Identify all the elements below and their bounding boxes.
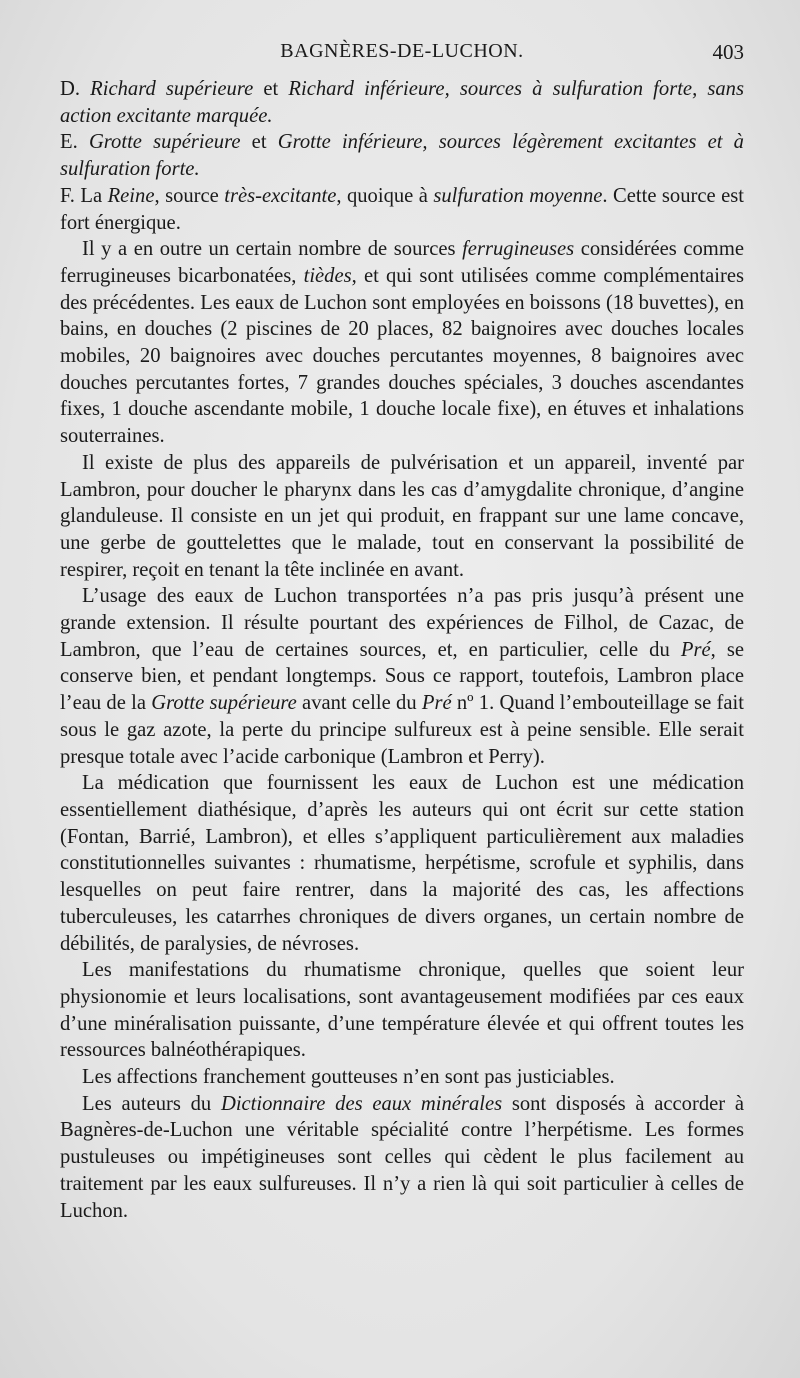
paragraph-pulverisation: Il existe de plus des appareils de pulvérisation et un appareil, inventé par Lambron, pour doucher le pharynx dans les cas d’amygdalite chronique, d’angine glanduleuse. Il consiste en un jet qui produit, en frappant sur une lame concave, une gerbe de gouttelettes que le malade, tout en conservant la possibilité de respirer, reçoit en tenant la tête inclinée en avant. — [60, 451, 744, 581]
paragraph-medication: La médication que fournissent les eaux de Luchon est une médication essentiellement diathésique, d’après les auteurs qui ont écrit sur cette station (Fontan, Barrié, Lambron), et elles s’appliquent particulièrement aux maladies constitutionnelles suivantes : rhumatisme, herpétisme, scrofule et syphilis, dans lesquelles on peut faire rentrer, dans la majorité des cas, les affections tuberculeuses, les catarrhes chroniques de divers organes, un certain nombre de débilités, de paralysies, de névroses. — [60, 772, 744, 955]
list-item-d: D. Richard supérieure et Richard inférieure, sources à sulfuration forte, sans action excitante marquée. — [60, 78, 744, 127]
paragraph-goutte: Les affections franchement goutteuses n’en sont pas justiciables. — [82, 1066, 615, 1089]
paragraph-rhumatisme: Les manifestations du rhumatisme chronique, quelles que soient leur physionomie et leurs localisations, sont avantageusement modifiées par ces eaux d’une minéralisation puissante, d’une température élevée et qui offrent toutes les ressources balnéothérapiques. — [60, 959, 744, 1062]
paragraph-ferrugineuses: Il y a en outre un certain nombre de sources ferrugineuses considérées comme ferrugineuses bicarbonatées, tièdes, et qui sont utilisées comme complémentaires des précédentes. Les eaux de Luchon sont employées en boissons (18 buvettes), en bains, en douches (2 piscines de 20 places, 82 baignoires avec douches locales mobiles, 20 baignoires avec douches percutantes moyennes, 8 baignoires avec douches percutantes fortes, 7 grandes douches spéciales, 3 douches ascendantes fixes, 1 douche ascendante mobile, 1 douche locale fixe), en étuves et inhalations souterraines. — [60, 238, 744, 448]
list-item-e: E. Grotte supérieure et Grotte inférieure, sources légèrement excitantes et à sulfuration forte. — [60, 131, 744, 181]
paragraph-transport: L’usage des eaux de Luchon transportées n’a pas pris jusqu’à présent une grande extension. Il résulte pourtant des expériences de Filhol, de Cazac, de Lambron, que l’eau de certaines sources, et, en particulier, celle du Pré, se conserve bien, et pendant longtemps. Sous ce rapport, toutefois, Lambron place l’eau de la Grotte supérieure avant celle du Pré nº 1. Quand l’embouteillage se fait sous le gaz azote, la perte du principe sulfureux est à peine sensible. Elle serait presque totale avec l’acide carbonique (Lambron et Perry). — [60, 585, 745, 768]
running-title: BAGNÈRES-DE-LUCHON. — [280, 40, 524, 62]
page-number: 403 — [712, 40, 744, 64]
page-header — [60, 40, 744, 72]
list-item-f: F. La Reine, source très-excitante, quoique à sulfuration moyenne. Cette source est fort énergique. — [60, 184, 744, 234]
page-body — [60, 76, 744, 1224]
paragraph-herpetisme: Les auteurs du Dictionnaire des eaux minérales sont disposés à accorder à Bagnères-de-Luchon une véritable spécialité contre l’herpétisme. Les formes pustuleuses ou impétigineuses sont celles qui cèdent le plus facilement au traitement par les eaux sulfureuses. Il n’y a rien là qui soit particulier à celles de Luchon. — [60, 1092, 744, 1222]
